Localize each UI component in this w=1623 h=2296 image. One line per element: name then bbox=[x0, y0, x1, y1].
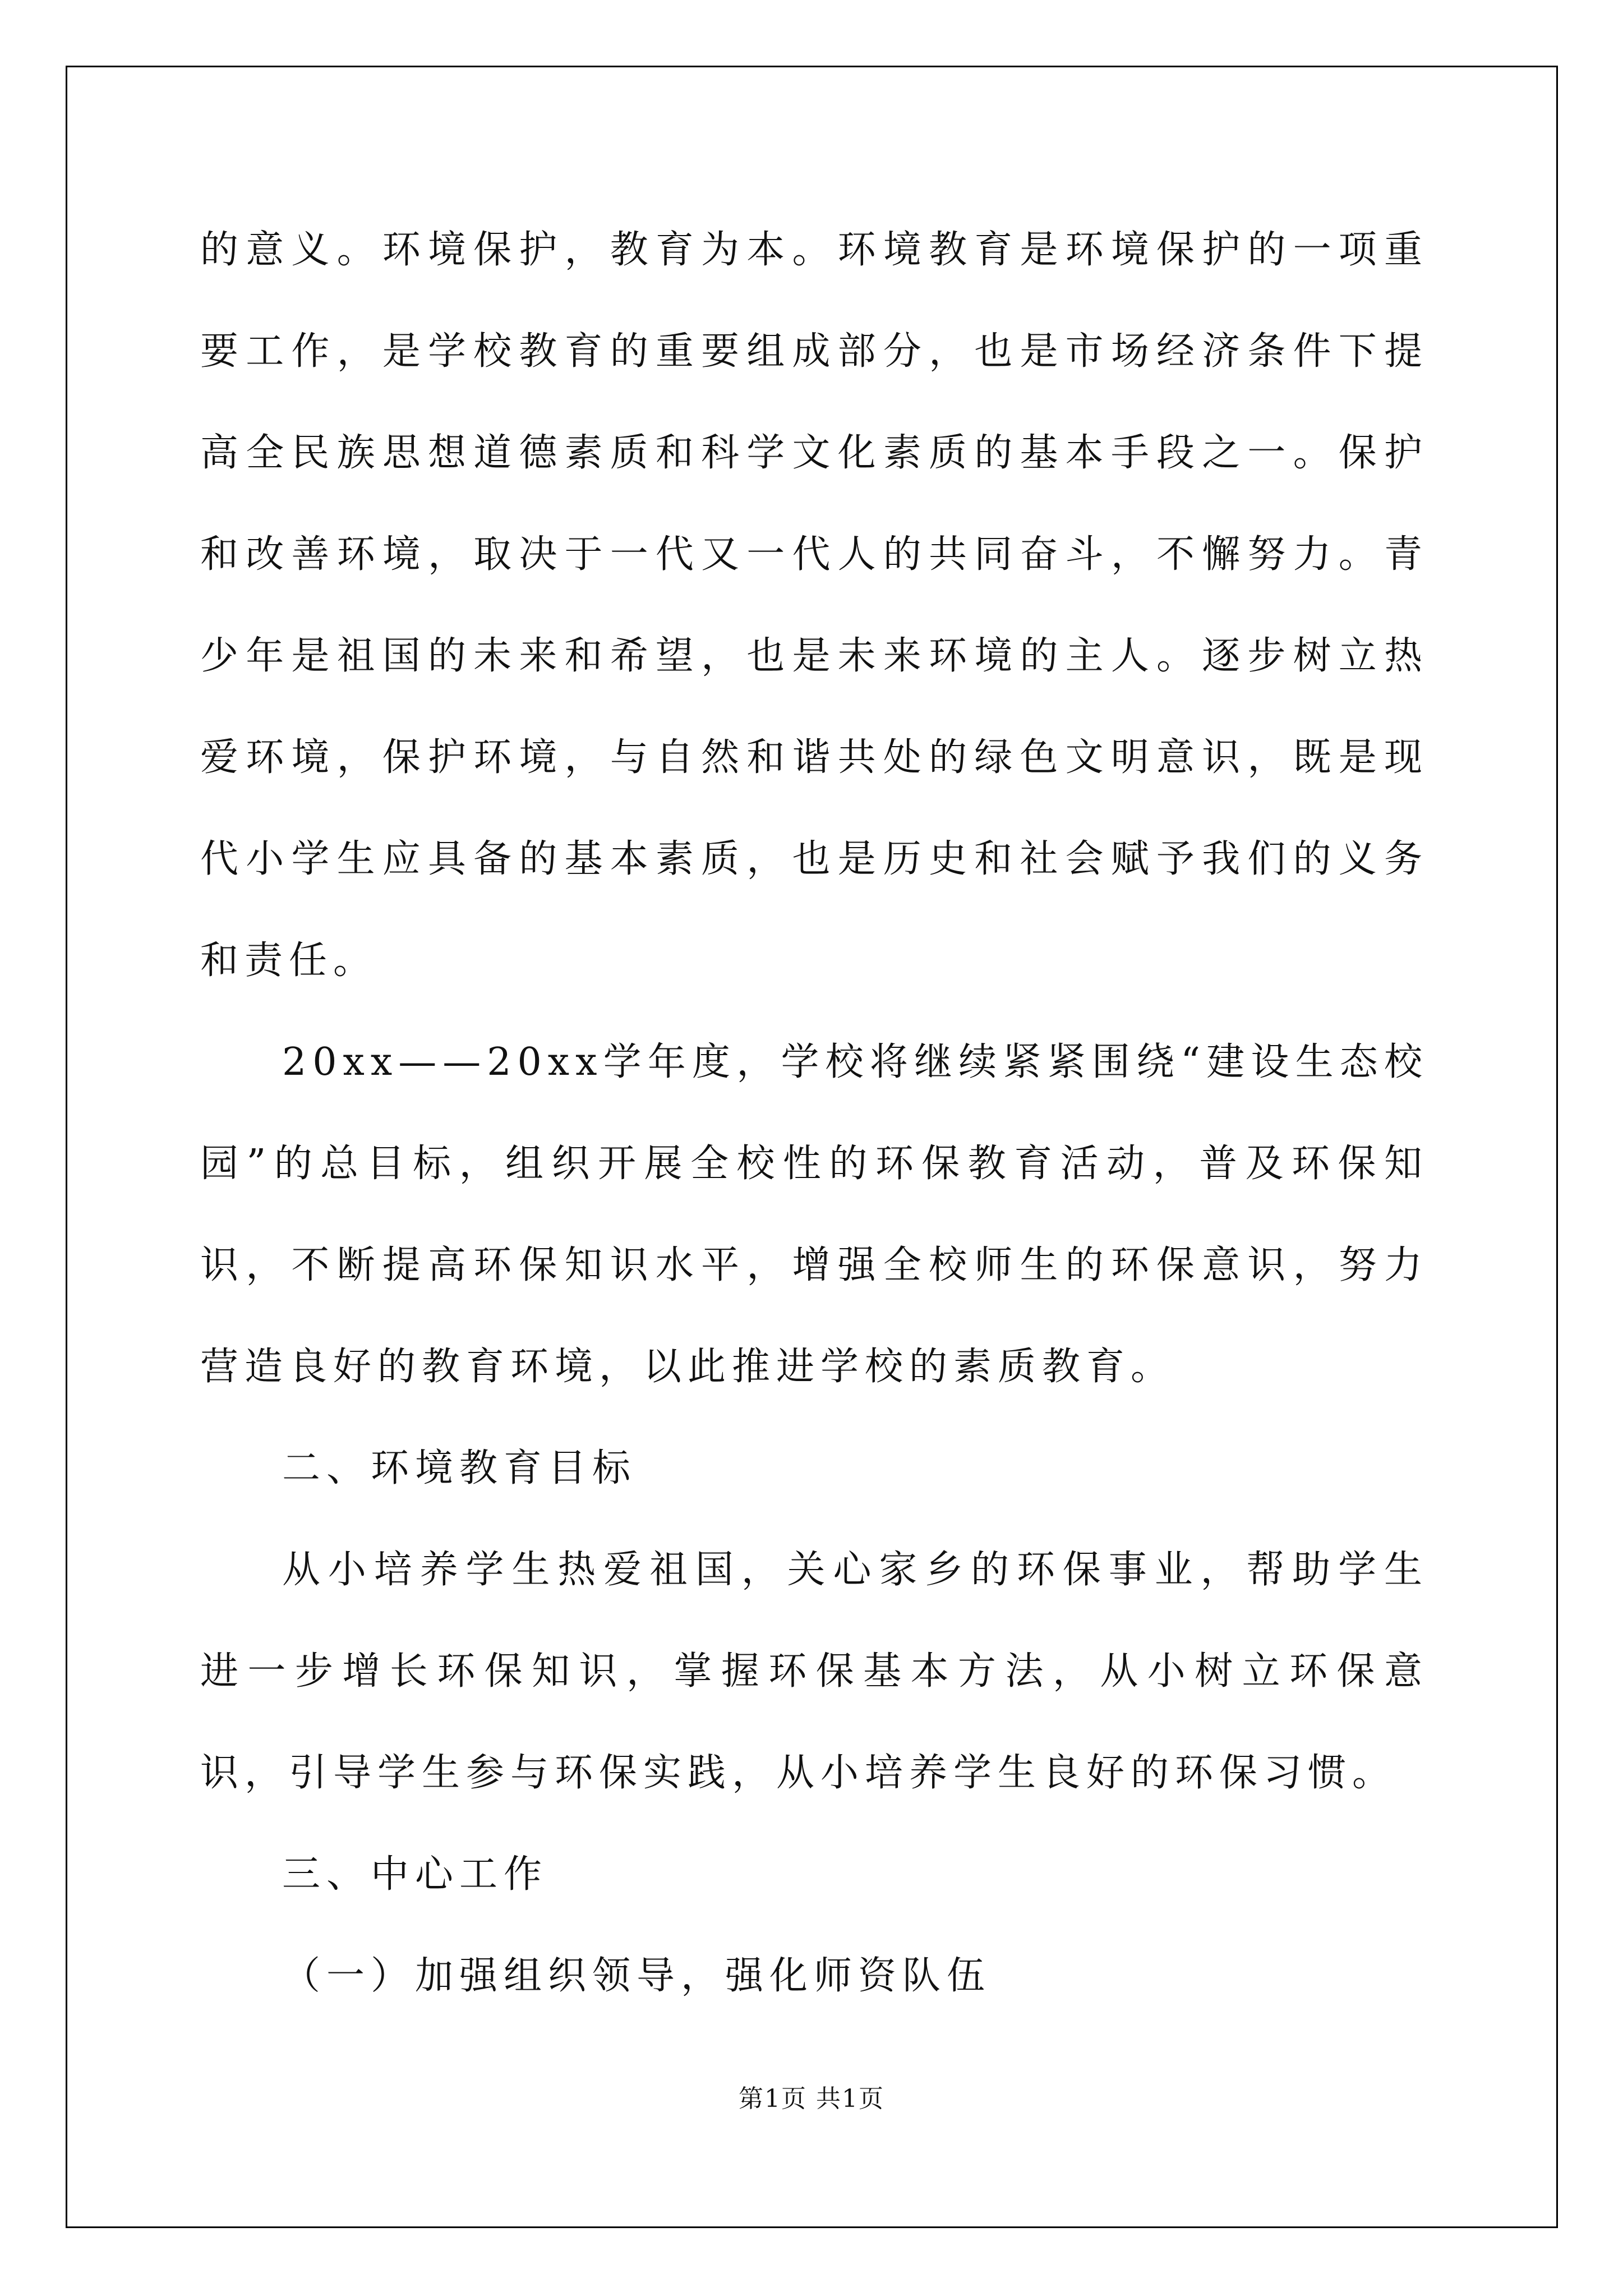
subsection-heading-organization: （一）加强组织领导，强化师资队伍 bbox=[282, 1954, 992, 1998]
paragraph-environmental-significance: 的意义。环境保护，教育为本。环境教育是环境保护的一项重要工作，是学校教育的重要组成部分，也是市场经济条件下提高全民族思想道德素质和科学文化素质的基本手段之一。保护和改善环境，取决于一代又一代人的共同奋斗，不懈努力。青少年是祖国的未来和希望，也是未来环境的主人。逐步树立热爱环境，保护环境，与自然和谐共处的绿色文明意识，既是现代小学生应具备的基本素质，也是历史和社会赋予我们的义务和责任。 bbox=[200, 228, 1428, 983]
section-heading-education-goals: 二、环境教育目标 bbox=[282, 1446, 637, 1490]
section-heading-central-work: 三、中心工作 bbox=[282, 1852, 548, 1897]
paragraph-education-goals: 从小培养学生热爱祖国，关心家乡的环保事业，帮助学生进一步增长环保知识，掌握环保基本方法，从小树立环保意识，引导学生参与环保实践，从小培养学生良好的环保习惯。 bbox=[200, 1548, 1428, 1795]
page-number-footer: 第1页 共1页 bbox=[739, 2085, 884, 2113]
document-body bbox=[200, 199, 1428, 2027]
paragraph-school-year-goal: 20xx——20xx学年度，学校将继续紧紧围绕“建设生态校园”的总目标，组织开展全校性的环保教育活动，普及环保知识，不断提高环保知识水平，增强全校师生的环保意识，努力营造良好的教育环境，以此推进学校的素质教育。 bbox=[200, 1040, 1428, 1389]
